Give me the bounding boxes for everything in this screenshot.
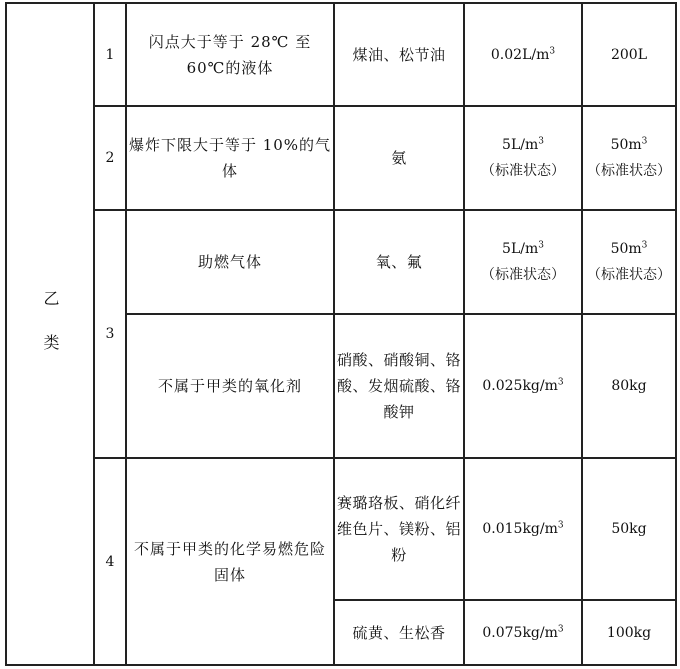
total-cell: 80kg xyxy=(582,314,676,458)
total-cell: $50m^3$ （标准状态） xyxy=(582,106,676,210)
substance-cell: 煤油、松节油 xyxy=(334,3,464,106)
category-cell: 乙类 xyxy=(6,3,94,665)
quantity-cell: $0.015kg/m^3$ xyxy=(464,458,582,600)
description-cell: 爆炸下限大于等于 10%的气体 xyxy=(126,106,334,210)
description-cell: 闪点大于等于 28℃ 至 60℃的液体 xyxy=(126,3,334,106)
description-cell: 助燃气体 xyxy=(126,210,334,314)
total-cell: 200L xyxy=(582,3,676,106)
substance-cell: 氧、氟 xyxy=(334,210,464,314)
table-row xyxy=(6,458,676,600)
quantity-cell: $0.075kg/m^3$ xyxy=(464,600,582,665)
quantity-cell: $0.02L/m^3$ xyxy=(464,3,582,106)
hazard-table xyxy=(5,2,677,666)
table-row xyxy=(6,3,676,106)
quantity-cell: $5L/m^3$ （标准状态） xyxy=(464,210,582,314)
total-cell: $50m^3$ （标准状态） xyxy=(582,210,676,314)
substance-cell: 硝酸、硝酸铜、铬酸、发烟硫酸、铬酸钾 xyxy=(334,314,464,458)
substance-cell: 赛璐珞板、硝化纤维色片、镁粉、铝粉 xyxy=(334,458,464,600)
row-number: 1 xyxy=(94,3,126,106)
total-cell: 100kg xyxy=(582,600,676,665)
substance-cell: 氨 xyxy=(334,106,464,210)
row-number: 4 xyxy=(94,458,126,665)
substance-cell: 硫黄、生松香 xyxy=(334,600,464,665)
table-row xyxy=(6,106,676,210)
description-cell: 不属于甲类的氧化剂 xyxy=(126,314,334,458)
quantity-cell: $0.025kg/m^3$ xyxy=(464,314,582,458)
row-number: 3 xyxy=(94,210,126,458)
row-number: 2 xyxy=(94,106,126,210)
description-cell: 不属于甲类的化学易燃危险固体 xyxy=(126,458,334,665)
total-cell: 50kg xyxy=(582,458,676,600)
quantity-cell: $5L/m^3$ （标准状态） xyxy=(464,106,582,210)
table-row xyxy=(6,210,676,314)
